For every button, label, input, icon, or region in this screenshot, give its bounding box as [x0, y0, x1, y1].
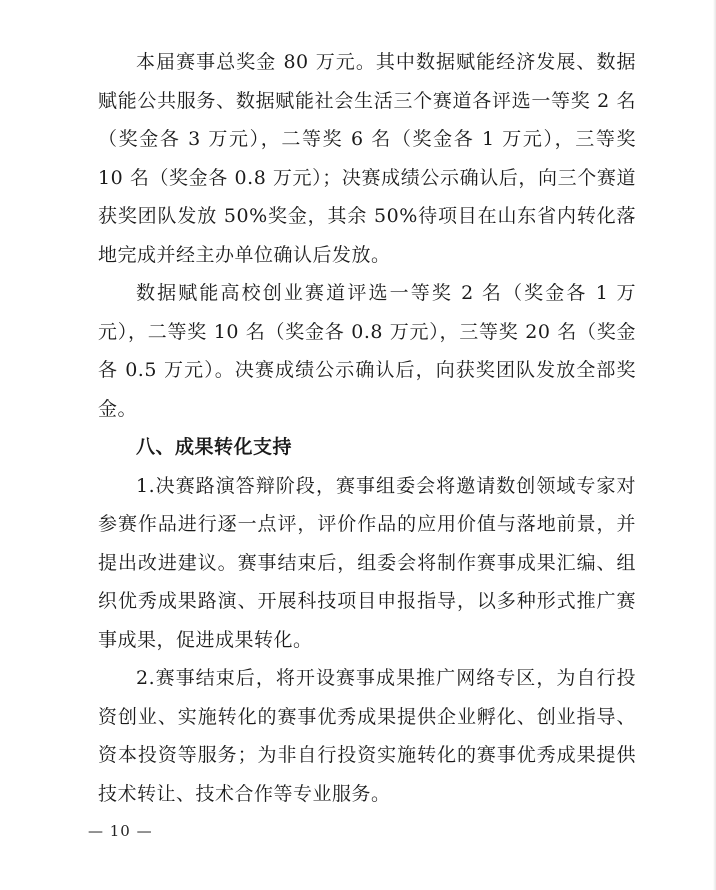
support-item-2: 2.赛事结束后，将开设赛事成果推广网络专区，为自行投资创业、实施转化的赛事优秀成果提供企业孵化、创业指导、资本投资等服务；为非自行投资实施转化的赛事优秀成果提供技术转让、技术合作等专业服务。	[98, 667, 636, 805]
document-body	[98, 43, 636, 813]
page-number: — 10 —	[88, 822, 153, 840]
prize-paragraph: 本届赛事总奖金 80 万元。其中数据赋能经济发展、数据赋能公共服务、数据赋能社会生活三个赛道各评选一等奖 2 名（奖金各 3 万元），二等奖 6 名（奖金各 1 万元），三等奖 10 名（奖金各 0.8 万元）；决赛成绩公示确认后，向三个赛道获奖团队发放 50%奖金，其余 50%待项目在山东省内转化落地完成并经主办单位确认后发放。	[98, 51, 636, 266]
section-heading: 八、成果转化支持	[136, 436, 293, 458]
support-item-1: 1.决赛路演答辩阶段，赛事组委会将邀请数创领域专家对参赛作品进行逐一点评，评价作品的应用价值与落地前景，并提出改进建议。赛事结束后，组委会将制作赛事成果汇编、组织优秀成果路演、开展科技项目申报指导，以多种形式推广赛事成果，促进成果转化。	[98, 474, 636, 651]
university-track-paragraph: 数据赋能高校创业赛道评选一等奖 2 名（奖金各 1 万元），二等奖 10 名（奖金各 0.8 万元），三等奖 20 名（奖金各 0.5 万元）。决赛成绩公示确认后，向获奖团队发放全部奖金。	[98, 282, 636, 420]
